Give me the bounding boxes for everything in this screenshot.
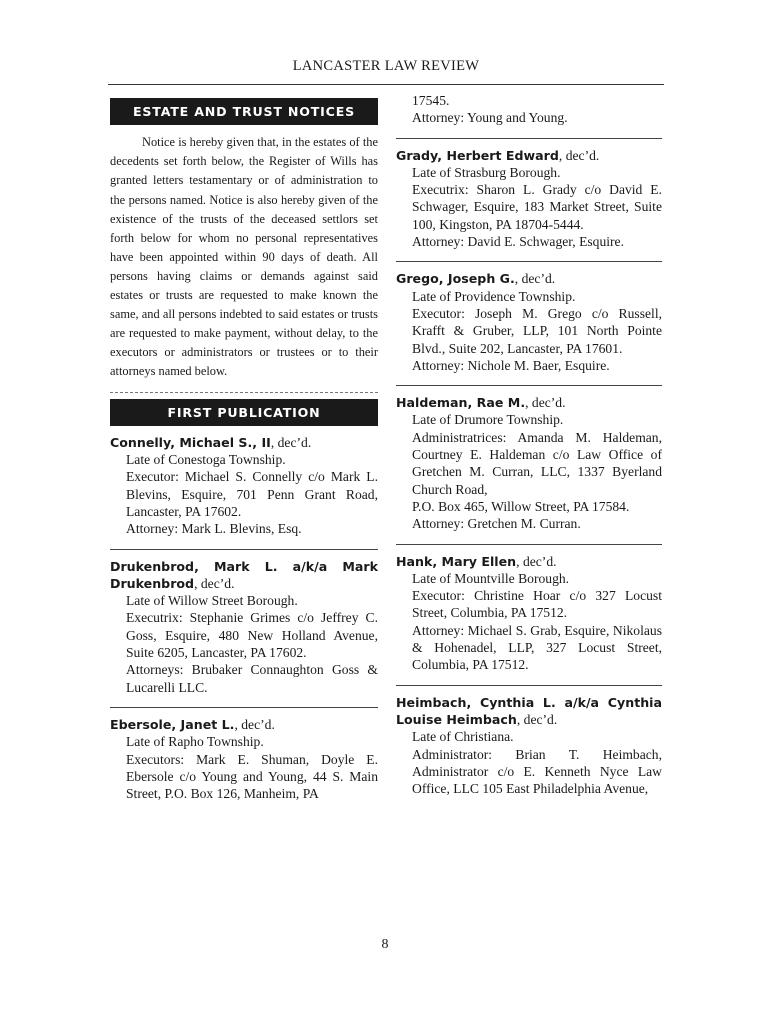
estate-detail-line: Late of Willow Street Borough.	[126, 593, 298, 609]
decedent-suffix: , dec’d.	[194, 575, 235, 591]
estate-detail-line: Late of Strasburg Borough.	[412, 164, 561, 180]
estate-detail-line: Late of Providence Township.	[412, 288, 576, 304]
decedent-suffix: , dec’d.	[516, 711, 558, 727]
estate-heading	[396, 270, 662, 287]
decedent-suffix: , dec’d.	[558, 147, 600, 163]
estate-detail-line: P.O. Box 465, Willow Street, PA 17584.	[412, 498, 630, 514]
decedent-name: Connelly, Michael S., II	[110, 434, 271, 450]
estate-notice	[396, 270, 662, 374]
decedent-name: Hank, Mary Ellen	[396, 553, 517, 569]
continued-detail-line: 17545.	[412, 93, 450, 108]
dashed-divider	[110, 392, 378, 393]
estate-notice	[110, 434, 378, 538]
decedent-suffix: , dec’d.	[270, 434, 312, 450]
decedent-name: Heimbach, Cynthia L. a/k/a Cynthia Louise Heimbach	[396, 694, 662, 727]
section-title-estate-and-trust-notices: ESTATE AND TRUST NOTICES	[110, 98, 378, 125]
section-title-first-publication: FIRST PUBLICATION	[110, 399, 378, 426]
estate-notice	[396, 394, 662, 532]
decedent-suffix: , dec’d.	[525, 395, 566, 411]
estate-divider	[396, 685, 662, 686]
estate-detail-line: Executor: Joseph M. Grego c/o Russell, Krafft & Gruber, LLP, 101 North Pointe Blvd., Suite 202, Lancaster, PA 17601.	[412, 305, 662, 356]
estate-notice	[110, 716, 378, 802]
estate-divider	[396, 385, 662, 386]
right-column	[396, 92, 662, 797]
estate-detail-line: Attorney: Nichole M. Baer, Esquire.	[412, 357, 610, 373]
estate-heading	[396, 553, 662, 570]
estate-detail-line: Attorney: Michael S. Grab, Esquire, Nikolaus & Hohenadel, LLP, 327 Locust Street, Columbia, PA 17512.	[412, 622, 662, 673]
decedent-name: Drukenbrod, Mark L. a/k/a Mark Drukenbrod	[110, 558, 378, 591]
estate-detail-line: Attorney: Mark L. Blevins, Esq.	[126, 521, 302, 537]
decedent-name: Grego, Joseph G.	[396, 271, 515, 287]
estate-divider	[110, 707, 378, 708]
decedent-suffix: , dec’d.	[514, 271, 556, 287]
estate-heading	[110, 716, 378, 733]
estate-detail-line: Late of Christiana.	[412, 729, 514, 745]
decedent-name: Haldeman, Rae M.	[396, 395, 526, 411]
estate-detail-line: Executor: Christine Hoar c/o 327 Locust Street, Columbia, PA 17512.	[412, 588, 662, 621]
estate-notice	[396, 553, 662, 674]
decedent-suffix: , dec’d.	[234, 716, 275, 732]
header-rule	[108, 84, 664, 85]
estate-detail-line: Executors: Mark E. Shuman, Doyle E. Ebersole c/o Young and Young, 44 S. Main Street, P.O. Box 126, Manheim, PA	[126, 751, 378, 802]
decedent-name: Grady, Herbert Edward	[396, 147, 559, 163]
decedent-suffix: , dec’d.	[516, 553, 557, 569]
estate-detail-line: Executrix: Sharon L. Grady c/o David E. Schwager, Esquire, 183 Market Street, Suite 100, Kingston, PA 18704-5444.	[412, 182, 662, 232]
estate-detail-line: Attorney: David E. Schwager, Esquire.	[412, 234, 624, 250]
estate-detail-line: Attorney: Gretchen M. Curran.	[412, 516, 581, 532]
estate-heading	[110, 434, 378, 451]
estate-divider	[396, 544, 662, 545]
estate-detail-line: Late of Rapho Township.	[126, 734, 264, 750]
estate-divider	[396, 261, 662, 262]
estate-divider	[110, 549, 378, 550]
estate-detail-line: Late of Conestoga Township.	[126, 452, 286, 468]
estate-notice	[396, 147, 662, 251]
estate-detail-line: Executor: Michael S. Connelly c/o Mark L. Blevins, Esquire, 701 Penn Grant Road, Lancaster, PA 17602.	[126, 469, 378, 519]
estate-notice	[110, 558, 378, 696]
estate-heading	[396, 694, 662, 729]
left-column	[110, 92, 378, 802]
estate-divider	[396, 138, 662, 139]
left-estate-list	[110, 434, 378, 803]
estate-notice	[396, 694, 662, 798]
estate-detail-line: Administratrices: Amanda M. Haldeman, Courtney E. Haldeman c/o Law Office of Gretchen M. Curran, LLC, 1337 Byerland Church Road,	[412, 429, 662, 497]
page-number: 8	[381, 937, 389, 952]
estate-detail-line: Attorneys: Brubaker Connaughton Goss & Lucarelli LLC.	[126, 662, 378, 695]
right-estate-list	[396, 138, 662, 798]
estate-detail-line: Late of Mountville Borough.	[412, 570, 570, 586]
estate-detail-line: Late of Drumore Township.	[412, 412, 564, 428]
estate-detail-line: Administrator: Brian T. Heimbach, Administrator c/o E. Kenneth Nyce Law Office, LLC 105 East Philadelphia Avenue,	[412, 746, 662, 797]
estate-heading	[396, 394, 662, 411]
notice-paragraph: Notice is hereby given that, in the estates of the decedents set forth below, the Register of Wills has granted letters testamentary or of administration to the persons named. Notice is also hereby given of the existence of the trusts of the deceased settlors set forth below for whom no personal representatives have been appointed within 90 days of death. All persons having claims or demands against said estates or trusts are requested to make known the same, and all persons indebted to said estates or trusts are requested to make payment, without delay, to the executors or administrators or trustees or to their attorneys named below.	[110, 135, 378, 379]
page-header: LANCASTER LAW REVIEW	[292, 58, 480, 74]
continued-detail-line: Attorney: Young and Young.	[412, 110, 568, 126]
estate-heading	[110, 558, 378, 593]
decedent-name: Ebersole, Janet L.	[110, 716, 235, 732]
estate-heading	[396, 147, 662, 164]
continued-estate-text	[396, 92, 662, 127]
estate-detail-line: Executrix: Stephanie Grimes c/o Jeffrey C. Goss, Esquire, 480 New Holland Avenue, Suite 6205, Lancaster, PA 17602.	[126, 610, 378, 661]
